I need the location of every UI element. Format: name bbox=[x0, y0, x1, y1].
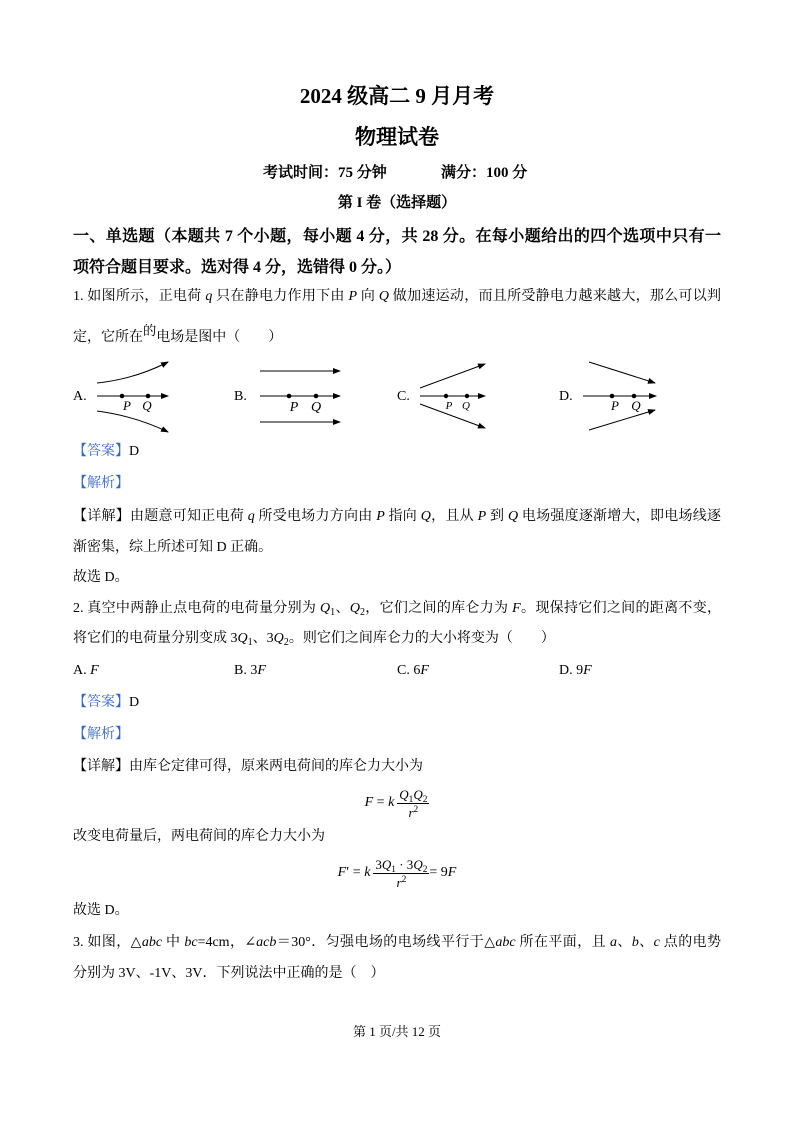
text-run: 、3 bbox=[252, 631, 274, 646]
q2-analysis-tag bbox=[73, 725, 721, 745]
math-variable: acb bbox=[256, 935, 277, 950]
text-run: 3. 如图，△ bbox=[73, 935, 142, 950]
math-variable: k bbox=[364, 865, 371, 880]
text-run: 点的电势 bbox=[659, 935, 722, 950]
math-variable: Q bbox=[399, 786, 409, 802]
math-variable: Q bbox=[413, 786, 423, 802]
math-variable: Q bbox=[378, 289, 390, 304]
fraction bbox=[373, 857, 429, 890]
math-variable: bc bbox=[184, 935, 198, 950]
subscript: 1 bbox=[408, 794, 414, 805]
text-run: 3 bbox=[375, 856, 382, 872]
exam-title: 2024 级高二 9 月月考 bbox=[299, 84, 495, 108]
label-p: P bbox=[611, 398, 619, 413]
section-tag: 【答案】 bbox=[73, 444, 129, 459]
text-run: 。则它们之间库仑力的大小将变为（ ） bbox=[288, 631, 555, 646]
q1-option-d-label: D. bbox=[559, 389, 573, 404]
math-variable: F bbox=[420, 663, 429, 678]
text-run: D. 9 bbox=[559, 663, 584, 678]
text-run: 中 bbox=[162, 935, 185, 950]
q1-option-c-label: C. bbox=[397, 389, 410, 404]
fraction-denominator bbox=[408, 804, 418, 820]
label-q: Q bbox=[462, 400, 470, 412]
math-variable: c bbox=[653, 935, 660, 950]
figure-b-field-lines bbox=[255, 355, 345, 437]
text-run: 2. 真空中两静止点电荷的电荷量分别为 bbox=[73, 601, 321, 616]
text-run: ，且从 bbox=[430, 509, 478, 524]
subscript: 1 bbox=[391, 864, 396, 875]
subscript: 2 bbox=[422, 864, 428, 875]
text-run: ＝30°．匀强电场的电场线平行于△ bbox=[276, 935, 496, 950]
figure-c-field-lines bbox=[415, 355, 495, 437]
page-number: 第 1 页/共 12 页 bbox=[352, 1024, 442, 1039]
text-run: = 9 bbox=[429, 865, 448, 880]
text-run: 1. 如图所示，正电荷 bbox=[73, 289, 206, 304]
q2-stem-line-2 bbox=[73, 629, 721, 649]
text-run: D bbox=[129, 444, 140, 459]
math-variable: a bbox=[609, 935, 617, 950]
point-p bbox=[287, 394, 292, 399]
math-variable: Q bbox=[381, 856, 392, 872]
point-q bbox=[465, 394, 469, 398]
label-p: P bbox=[123, 398, 131, 413]
field-line-bottom bbox=[420, 404, 485, 428]
q2-option-d bbox=[559, 661, 592, 681]
text-run: 、 bbox=[335, 601, 350, 616]
field-line-top bbox=[589, 362, 655, 383]
q1-option-b-label: B. bbox=[234, 389, 247, 404]
text-run: · 3 bbox=[395, 856, 414, 872]
point-p bbox=[444, 394, 448, 398]
q1-answer bbox=[73, 442, 721, 462]
text-run: D bbox=[129, 695, 140, 710]
formula-lhs bbox=[338, 865, 371, 881]
field-line-bottom bbox=[589, 410, 655, 430]
math-variable: P bbox=[477, 509, 487, 524]
math-variable: Q bbox=[507, 509, 519, 524]
q1-stem-line-1 bbox=[73, 287, 721, 307]
superscript: 2 bbox=[413, 804, 419, 815]
subscript: 2 bbox=[422, 794, 428, 805]
fraction-numerator bbox=[397, 787, 429, 804]
text-run: 电场强度逐渐增大，即电场线逐 bbox=[518, 509, 722, 524]
math-variable: Q bbox=[237, 631, 248, 646]
text-run: A. bbox=[73, 663, 91, 678]
math-variable: F bbox=[90, 663, 99, 678]
q2-option-c bbox=[397, 661, 429, 681]
field-line-top bbox=[97, 362, 168, 383]
field-line-top bbox=[420, 364, 485, 388]
q1-analysis-tag bbox=[73, 474, 721, 494]
math-variable: q bbox=[205, 289, 213, 304]
q1-option-a-label: A. bbox=[73, 389, 87, 404]
text-run: 、 bbox=[616, 935, 632, 950]
formula-lhs bbox=[365, 795, 395, 811]
formula-rhs bbox=[429, 865, 456, 881]
label-q: Q bbox=[631, 398, 641, 413]
text-run: ，它们之间的库仑力为 bbox=[364, 601, 513, 616]
point-q bbox=[314, 394, 319, 399]
fraction-numerator bbox=[373, 857, 429, 874]
q1-stem-line-2 bbox=[73, 323, 721, 347]
label-q: Q bbox=[310, 400, 322, 415]
figure-d-field-lines bbox=[578, 355, 663, 437]
section-tag: 【答案】 bbox=[73, 695, 129, 710]
math-variable: F bbox=[337, 865, 347, 880]
text-run: 所受电场力方向由 bbox=[254, 509, 377, 524]
subject-title: 物理试卷 bbox=[355, 125, 439, 149]
math-variable: abc bbox=[141, 935, 163, 950]
math-variable: F bbox=[447, 865, 457, 880]
math-variable: F bbox=[364, 795, 374, 810]
volume-title: 第 I 卷（选择题） bbox=[337, 195, 457, 211]
math-variable: F bbox=[512, 601, 521, 616]
label-p: P bbox=[289, 400, 299, 415]
math-variable: r bbox=[396, 874, 402, 890]
text-run: 到 bbox=[486, 509, 508, 524]
exam-time: 考试时间：75 分钟 bbox=[263, 165, 387, 181]
text-run: C. 6 bbox=[397, 663, 421, 678]
label-q: Q bbox=[142, 398, 152, 413]
q2-conclusion: 故选 D。 bbox=[73, 903, 129, 918]
full-score: 满分：100 分 bbox=[441, 165, 528, 181]
section-tag: 【解析】 bbox=[73, 727, 129, 742]
fraction-denominator bbox=[397, 874, 407, 890]
raised-character: 的 bbox=[143, 323, 157, 339]
text-run: 所在平面，且 bbox=[515, 935, 610, 950]
math-variable: b bbox=[631, 935, 639, 950]
text-run: 、 bbox=[638, 935, 654, 950]
math-variable: q bbox=[247, 509, 255, 524]
text-run: 分别为 3V、-1V、3V．下列说法中正确的是（ ） bbox=[73, 966, 385, 981]
text-run: 向 bbox=[357, 289, 379, 304]
math-variable: P bbox=[348, 289, 358, 304]
text-run: 只在静电力作用下由 bbox=[212, 289, 349, 304]
text-run: 定，它所在 bbox=[73, 330, 143, 345]
text-run: 电场是图中（ ） bbox=[156, 330, 283, 345]
math-variable: F bbox=[257, 663, 266, 678]
math-variable: abc bbox=[495, 935, 516, 950]
text-run: B. 3 bbox=[234, 663, 258, 678]
math-variable: F bbox=[583, 663, 592, 678]
q3-stem-line-1 bbox=[73, 933, 721, 953]
text-run: 将它们的电荷量分别变成 3 bbox=[73, 631, 238, 646]
superscript: 2 bbox=[401, 874, 407, 885]
math-variable: Q bbox=[349, 601, 360, 616]
q2-detail-mid: 改变电荷量后，两电荷间的库仑力大小为 bbox=[73, 829, 325, 844]
q3-stem-line-2 bbox=[73, 964, 721, 984]
math-variable: Q bbox=[413, 856, 423, 872]
text-run: 指向 bbox=[384, 509, 421, 524]
q1-detail-line-2 bbox=[73, 538, 721, 558]
q1-conclusion: 故选 D。 bbox=[73, 570, 129, 585]
math-variable: Q bbox=[273, 631, 284, 646]
subscript: 2 bbox=[283, 637, 289, 649]
text-run: 【详解】由题意可知正电荷 bbox=[73, 509, 248, 524]
section-heading-line-1: 一、单选题（本题共 7 个小题，每小题 4 分，共 28 分。在每小题给出的四个选项中只有一 bbox=[73, 228, 721, 245]
math-variable: Q bbox=[420, 509, 431, 524]
section-heading-line-2: 项符合题目要求。选对得 4 分，选错得 0 分。） bbox=[73, 259, 402, 276]
subscript: 2 bbox=[359, 607, 365, 619]
text-run: ′ = bbox=[346, 865, 365, 880]
coulomb-formula-original bbox=[0, 786, 794, 820]
math-variable: P bbox=[376, 509, 385, 524]
text-run: = bbox=[373, 795, 389, 810]
q2-stem-line-1 bbox=[73, 599, 721, 619]
text-run: 渐密集，综上所述可知 D 正确。 bbox=[73, 540, 273, 555]
q2-detail-intro: 【详解】由库仑定律可得，原来两电荷间的库仑力大小为 bbox=[73, 759, 423, 774]
text-run: =4cm，∠ bbox=[197, 935, 257, 950]
fraction bbox=[397, 787, 429, 820]
text-run: 。现保持它们之间的距离不变， bbox=[520, 601, 722, 616]
math-variable: Q bbox=[320, 601, 331, 616]
math-variable: r bbox=[408, 804, 414, 820]
q2-option-a bbox=[73, 661, 99, 681]
subscript: 1 bbox=[247, 637, 253, 649]
math-variable: k bbox=[388, 795, 395, 810]
coulomb-formula-changed bbox=[0, 856, 794, 890]
q1-detail-line-1 bbox=[73, 507, 721, 527]
q2-answer bbox=[73, 693, 721, 713]
q2-option-b bbox=[234, 661, 266, 681]
subscript: 1 bbox=[330, 607, 336, 619]
field-line-bottom bbox=[97, 411, 168, 432]
label-p: P bbox=[445, 400, 453, 412]
figure-a-field-lines bbox=[90, 355, 180, 437]
section-tag: 【解析】 bbox=[73, 476, 129, 491]
text-run: 做加速运动，而且所受静电力越来越大，那么可以判 bbox=[389, 289, 722, 304]
